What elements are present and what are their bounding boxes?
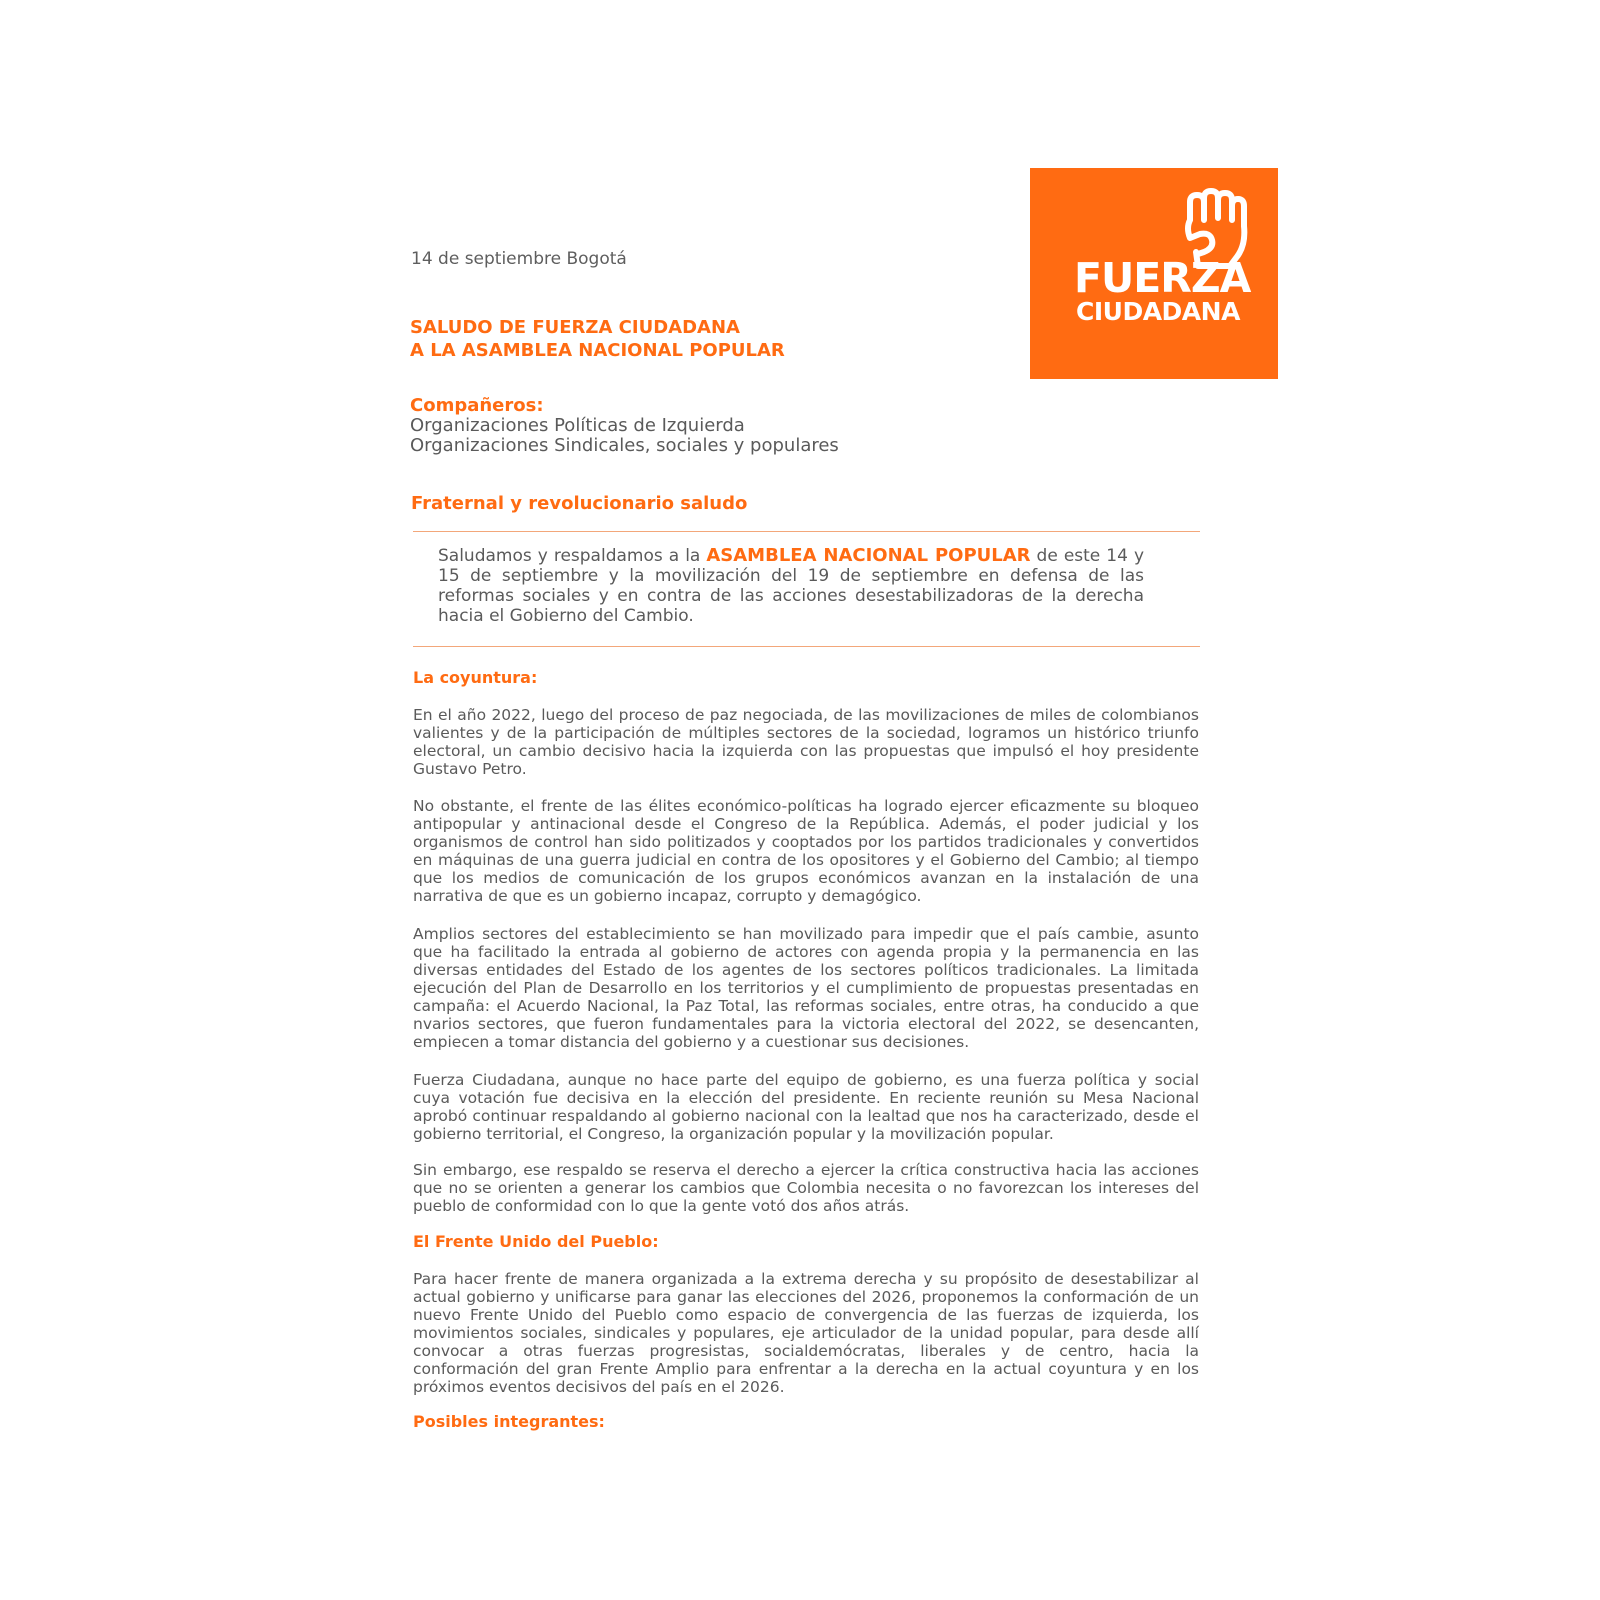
coyuntura-paragraph-2: No obstante, el frente de las élites económico-políticas ha logrado ejercer eficazmente su bloqueo antipopular y antinacional desde el Congreso de la República. Además, el poder judicial y los organismos de control han sido politizados y cooptados por los partidos tradicionales y convertidos en máquinas de una guerra judicial en contra de los opositores y el Gobierno del Cambio; al tiempo que los medios de comunicación de los grupos económicos avanzan en la instalación de una narrativa de que es un gobierno incapaz, corrupto y demagógico. bbox=[413, 797, 1199, 905]
addressees-block bbox=[410, 396, 1110, 456]
intro-paragraph bbox=[438, 546, 1144, 626]
addressee-line: Organizaciones Políticas de Izquierda bbox=[410, 415, 745, 436]
logo-word-ciudadana: CIUDADANA bbox=[1076, 297, 1240, 326]
section-heading-coyuntura: La coyuntura: bbox=[413, 668, 538, 687]
fuerza-ciudadana-logo bbox=[1030, 168, 1278, 379]
title-line-1: SALUDO DE FUERZA CIUDADANA bbox=[410, 317, 740, 338]
intro-highlight: ASAMBLEA NACIONAL POPULAR bbox=[706, 545, 1031, 566]
coyuntura-paragraph-4: Fuerza Ciudadana, aunque no hace parte del equipo de gobierno, es una fuerza política y social cuya votación fue decisiva en la elección del presidente. En reciente reunión su Mesa Nacional aprobó continuar respaldando al gobierno nacional con la lealtad que nos ha caracterizado, desde el gobierno territorial, el Congreso, la organización popular y la movilización popular. bbox=[413, 1071, 1199, 1143]
intro-text-after: de este 14 y 15 de septiembre y la movilización del 19 de septiembre en defensa de las reformas sociales y en contra de las acciones desestabilizadoras de la derecha hacia el Gobierno del Cambio. bbox=[438, 546, 1145, 626]
logo-word-fuerza: FUERZA bbox=[1074, 254, 1251, 302]
coyuntura-paragraph-5: Sin embargo, ese respaldo se reserva el derecho a ejercer la crítica constructiva hacia las acciones que no se orienten a generar los cambios que Colombia necesita o no favorezcan los intereses del pueblo de conformidad con lo que la gente votó dos años atrás. bbox=[413, 1161, 1199, 1215]
divider-bottom bbox=[413, 646, 1200, 647]
document-title bbox=[410, 316, 785, 362]
addressees-label: Compañeros: bbox=[410, 395, 544, 416]
coyuntura-paragraph-1: En el año 2022, luego del proceso de paz negociada, de las movilizaciones de miles de colombianos valientes y de la participación de múltiples sectores de la sociedad, logramos un histórico triunfo electoral, un cambio decisivo hacia la izquierda con las propuestas que impulsó el hoy presidente Gustavo Petro. bbox=[413, 706, 1199, 778]
document-date: 14 de septiembre Bogotá bbox=[411, 249, 627, 269]
coyuntura-paragraph-3: Amplios sectores del establecimiento se han movilizado para impedir que el país cambie, asunto que ha facilitado la entrada al gobierno de actores con agenda propia y la permanencia en las diversas entidades del Estado de los agentes de los sectores políticos tradicionales. La limitada ejecución del Plan de Desarrollo en los territorios y el cumplimiento de propuestas presentadas en campaña: el Acuerdo Nacional, la Paz Total, las reformas sociales, entre otras, ha conducido a que nvarios sectores, que fueron fundamentales para la victoria electoral del 2022, se desencanten, empiecen a tomar distancia del gobierno y a cuestionar sus decisiones. bbox=[413, 925, 1199, 1051]
divider-top bbox=[413, 531, 1200, 532]
salute-heading: Fraternal y revolucionario saludo bbox=[411, 493, 748, 514]
frente-paragraph-1: Para hacer frente de manera organizada a la extrema derecha y su propósito de desestabilizar al actual gobierno y unificarse para ganar las elecciones del 2026, proponemos la conformación de un nuevo Frente Unido del Pueblo como espacio de convergencia de las fuerzas de izquierda, los movimientos sociales, sindicales y populares, eje articulador de la unidad popular, para desde allí convocar a otras fuerzas progresistas, socialdemócratas, liberales y de centro, hacia la conformación del gran Frente Amplio para enfrentar a la derecha en la actual coyuntura y en los próximos eventos decisivos del país en el 2026. bbox=[413, 1270, 1199, 1396]
section-heading-frente: El Frente Unido del Pueblo: bbox=[413, 1232, 659, 1251]
intro-text-before: Saludamos y respaldamos a la bbox=[438, 546, 707, 566]
title-line-2: A LA ASAMBLEA NACIONAL POPULAR bbox=[410, 340, 785, 361]
addressee-line: Organizaciones Sindicales, sociales y populares bbox=[410, 435, 839, 456]
section-heading-integrantes: Posibles integrantes: bbox=[413, 1412, 605, 1431]
